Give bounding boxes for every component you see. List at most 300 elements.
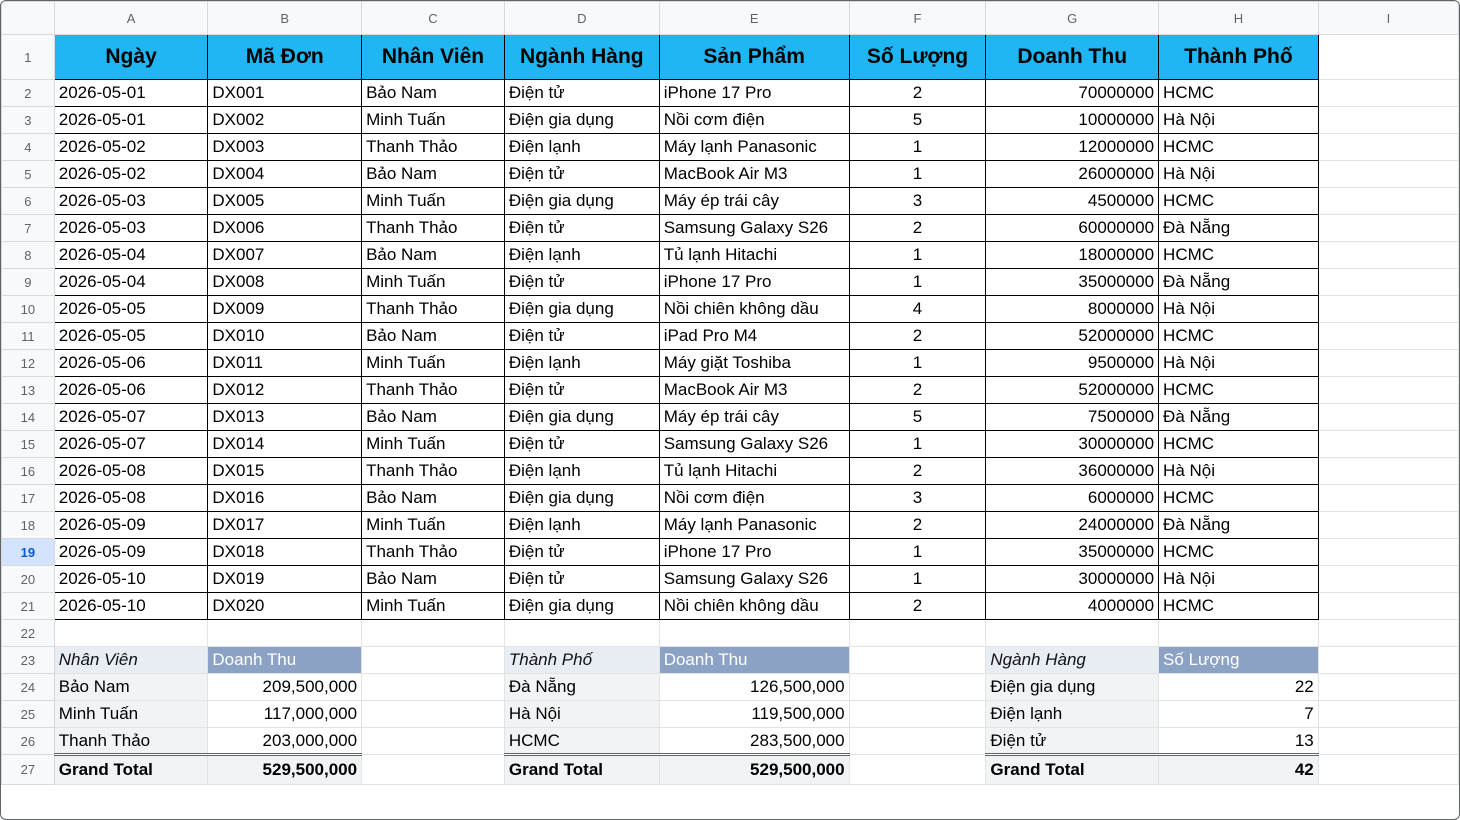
data-cell[interactable]: 2026-05-02 [54, 134, 208, 161]
cell[interactable] [1318, 269, 1458, 296]
header-cell[interactable]: Thành Phố [1159, 35, 1319, 80]
data-cell[interactable]: Đà Nẵng [1159, 269, 1319, 296]
data-cell[interactable]: HCMC [1159, 323, 1319, 350]
data-cell[interactable]: Điện gia dụng [504, 404, 659, 431]
cell[interactable] [1318, 647, 1458, 674]
data-cell[interactable]: 7500000 [986, 404, 1159, 431]
data-cell[interactable]: Tủ lạnh Hitachi [659, 458, 849, 485]
row-header-6[interactable]: 6 [2, 188, 55, 215]
data-cell[interactable]: 30000000 [986, 431, 1159, 458]
cell[interactable] [849, 620, 986, 647]
pivot-row [2, 755, 1459, 785]
data-cell[interactable]: DX012 [208, 377, 362, 404]
cell[interactable] [362, 647, 505, 674]
data-cell[interactable]: Minh Tuấn [362, 431, 505, 458]
select-all-corner[interactable] [2, 2, 55, 35]
pivot-city-row-cell[interactable]: 126,500,000 [659, 674, 849, 701]
table-row [2, 134, 1459, 161]
pivot-employee-row-cell[interactable]: Bảo Nam [54, 674, 208, 701]
data-cell[interactable]: Thanh Thảo [362, 296, 505, 323]
cell[interactable] [1318, 566, 1458, 593]
data-cell[interactable]: 2026-05-04 [54, 242, 208, 269]
data-cell[interactable]: 3 [849, 188, 986, 215]
data-cell[interactable]: 4 [849, 296, 986, 323]
pivot-employee-row-cell[interactable]: 209,500,000 [208, 674, 362, 701]
data-cell[interactable]: 2026-05-01 [54, 80, 208, 107]
data-cell[interactable]: Nồi chiên không dầu [659, 593, 849, 620]
data-cell[interactable]: 2026-05-05 [54, 296, 208, 323]
column-header-h[interactable]: H [1159, 2, 1319, 35]
pivot-employee-row-cell[interactable]: Thanh Thảo [54, 728, 208, 755]
cell[interactable] [1318, 728, 1458, 755]
row-header-17[interactable]: 17 [2, 485, 55, 512]
data-cell[interactable]: 2 [849, 323, 986, 350]
data-cell[interactable]: HCMC [1159, 593, 1319, 620]
data-cell[interactable]: 70000000 [986, 80, 1159, 107]
data-cell[interactable]: Nồi chiên không dầu [659, 296, 849, 323]
row-header-3[interactable]: 3 [2, 107, 55, 134]
row-header-14[interactable]: 14 [2, 404, 55, 431]
row-header-24[interactable]: 24 [2, 674, 55, 701]
cell[interactable] [54, 620, 208, 647]
data-cell[interactable]: Máy ép trái cây [659, 404, 849, 431]
data-cell[interactable]: Thanh Thảo [362, 458, 505, 485]
data-cell[interactable]: 26000000 [986, 161, 1159, 188]
data-cell[interactable]: 2 [849, 377, 986, 404]
data-cell[interactable]: 2 [849, 593, 986, 620]
data-cell[interactable]: 36000000 [986, 458, 1159, 485]
row-header-20[interactable]: 20 [2, 566, 55, 593]
cell[interactable] [1318, 485, 1458, 512]
cell[interactable] [1318, 35, 1458, 80]
cell[interactable] [1318, 404, 1458, 431]
row-header-21[interactable]: 21 [2, 593, 55, 620]
cell[interactable] [1318, 539, 1458, 566]
data-cell[interactable]: 2026-05-08 [54, 485, 208, 512]
cell[interactable] [1318, 377, 1458, 404]
data-cell[interactable]: HCMC [1159, 242, 1319, 269]
data-cell[interactable]: Minh Tuấn [362, 350, 505, 377]
row-header-2[interactable]: 2 [2, 80, 55, 107]
data-cell[interactable]: Điện gia dụng [504, 485, 659, 512]
pivot-city-total-cell[interactable]: 529,500,000 [659, 755, 849, 785]
data-cell[interactable]: 2026-05-10 [54, 566, 208, 593]
data-cell[interactable]: Hà Nội [1159, 566, 1319, 593]
row-header-10[interactable]: 10 [2, 296, 55, 323]
data-cell[interactable]: DX011 [208, 350, 362, 377]
data-cell[interactable]: 4000000 [986, 593, 1159, 620]
data-cell[interactable]: Minh Tuấn [362, 188, 505, 215]
data-cell[interactable]: 1 [849, 431, 986, 458]
cell[interactable] [849, 701, 986, 728]
data-cell[interactable]: 1 [849, 134, 986, 161]
data-cell[interactable]: HCMC [1159, 80, 1319, 107]
pivot-row [2, 647, 1459, 674]
pivot-employee-row-cell[interactable]: Minh Tuấn [54, 701, 208, 728]
data-cell[interactable]: Nồi cơm điện [659, 485, 849, 512]
pivot-employee-header-cell[interactable]: Nhân Viên [54, 647, 208, 674]
pivot-city-row-cell[interactable]: HCMC [504, 728, 659, 755]
cell[interactable] [1318, 80, 1458, 107]
table-row [2, 215, 1459, 242]
data-cell[interactable]: 1 [849, 269, 986, 296]
column-header-a[interactable]: A [54, 2, 208, 35]
column-header-row [2, 2, 1459, 35]
row-header-15[interactable]: 15 [2, 431, 55, 458]
cell[interactable] [849, 728, 986, 755]
data-cell[interactable]: 4500000 [986, 188, 1159, 215]
row-header-13[interactable]: 13 [2, 377, 55, 404]
data-cell[interactable]: Hà Nội [1159, 350, 1319, 377]
data-cell[interactable]: HCMC [1159, 539, 1319, 566]
data-cell[interactable]: 2 [849, 215, 986, 242]
data-cell[interactable]: DX006 [208, 215, 362, 242]
data-cell[interactable]: DX018 [208, 539, 362, 566]
row-header-1[interactable]: 1 [2, 35, 55, 80]
data-cell[interactable]: 52000000 [986, 323, 1159, 350]
spreadsheet-grid [1, 1, 1459, 785]
data-cell[interactable]: DX016 [208, 485, 362, 512]
pivot-row [2, 674, 1459, 701]
pivot-category-header-cell[interactable]: Ngành Hàng [986, 647, 1159, 674]
row-header-25[interactable]: 25 [2, 701, 55, 728]
data-cell[interactable]: 2 [849, 80, 986, 107]
cell[interactable] [1318, 674, 1458, 701]
data-cell[interactable]: 8000000 [986, 296, 1159, 323]
data-cell[interactable]: DX002 [208, 107, 362, 134]
column-header-b[interactable]: B [208, 2, 362, 35]
data-cell[interactable]: Điện tử [504, 431, 659, 458]
pivot-city-row-cell[interactable]: 283,500,000 [659, 728, 849, 755]
column-header-d[interactable]: D [504, 2, 659, 35]
row-header-8[interactable]: 8 [2, 242, 55, 269]
column-header-f[interactable]: F [849, 2, 986, 35]
data-cell[interactable]: 18000000 [986, 242, 1159, 269]
header-cell[interactable]: Ngành Hàng [504, 35, 659, 80]
pivot-employee-total-cell[interactable]: 529,500,000 [208, 755, 362, 785]
pivot-employee-total-cell[interactable]: Grand Total [54, 755, 208, 785]
cell[interactable] [849, 674, 986, 701]
data-cell[interactable]: 24000000 [986, 512, 1159, 539]
data-cell[interactable]: 2026-05-08 [54, 458, 208, 485]
cell[interactable] [362, 728, 505, 755]
cell[interactable] [362, 755, 505, 785]
data-cell[interactable]: 2026-05-09 [54, 512, 208, 539]
data-cell[interactable]: MacBook Air M3 [659, 161, 849, 188]
data-cell[interactable]: Điện lạnh [504, 512, 659, 539]
data-cell[interactable]: Đà Nẵng [1159, 404, 1319, 431]
data-cell[interactable]: 10000000 [986, 107, 1159, 134]
data-cell[interactable]: 2026-05-10 [54, 593, 208, 620]
cell[interactable] [1159, 620, 1319, 647]
data-cell[interactable]: Điện tử [504, 566, 659, 593]
data-cell[interactable]: 2026-05-07 [54, 404, 208, 431]
data-cell[interactable]: 1 [849, 350, 986, 377]
data-cell[interactable]: Thanh Thảo [362, 134, 505, 161]
data-cell[interactable]: DX003 [208, 134, 362, 161]
pivot-employee-row-cell[interactable]: 203,000,000 [208, 728, 362, 755]
data-cell[interactable]: DX019 [208, 566, 362, 593]
pivot-employee-row-cell[interactable]: 117,000,000 [208, 701, 362, 728]
data-cell[interactable]: Tủ lạnh Hitachi [659, 242, 849, 269]
data-cell[interactable]: DX007 [208, 242, 362, 269]
row-header-5[interactable]: 5 [2, 161, 55, 188]
cell[interactable] [849, 647, 986, 674]
data-cell[interactable]: HCMC [1159, 485, 1319, 512]
data-cell[interactable]: Bảo Nam [362, 161, 505, 188]
pivot-category-row-cell[interactable]: Điện tử [986, 728, 1159, 755]
data-cell[interactable]: HCMC [1159, 134, 1319, 161]
data-cell[interactable]: DX009 [208, 296, 362, 323]
header-cell[interactable]: Doanh Thu [986, 35, 1159, 80]
data-cell[interactable]: Minh Tuấn [362, 512, 505, 539]
cell[interactable] [1318, 296, 1458, 323]
data-cell[interactable]: Điện lạnh [504, 458, 659, 485]
data-cell[interactable]: 12000000 [986, 134, 1159, 161]
data-cell[interactable]: Samsung Galaxy S26 [659, 215, 849, 242]
data-cell[interactable]: Bảo Nam [362, 566, 505, 593]
table-row [2, 485, 1459, 512]
data-cell[interactable]: Hà Nội [1159, 161, 1319, 188]
cell[interactable] [1318, 215, 1458, 242]
cell[interactable] [1318, 701, 1458, 728]
data-cell[interactable]: Hà Nội [1159, 107, 1319, 134]
header-cell[interactable]: Mã Đơn [208, 35, 362, 80]
cell[interactable] [504, 620, 659, 647]
row-header-12[interactable]: 12 [2, 350, 55, 377]
column-header-g[interactable]: G [986, 2, 1159, 35]
header-cell[interactable]: Sản Phẩm [659, 35, 849, 80]
data-cell[interactable]: Samsung Galaxy S26 [659, 566, 849, 593]
cell[interactable] [1318, 350, 1458, 377]
data-cell[interactable]: Bảo Nam [362, 323, 505, 350]
data-cell[interactable]: Máy lạnh Panasonic [659, 512, 849, 539]
cell[interactable] [1318, 134, 1458, 161]
pivot-category-header-cell[interactable]: Số Lượng [1159, 647, 1319, 674]
pivot-category-row-cell[interactable]: 13 [1159, 728, 1319, 755]
table-row [2, 269, 1459, 296]
row-header-23[interactable]: 23 [2, 647, 55, 674]
data-cell[interactable]: DX015 [208, 458, 362, 485]
cell[interactable] [1318, 188, 1458, 215]
cell[interactable] [1318, 458, 1458, 485]
data-cell[interactable]: Điện tử [504, 539, 659, 566]
data-cell[interactable]: DX020 [208, 593, 362, 620]
cell[interactable] [362, 620, 505, 647]
data-cell[interactable]: Điện lạnh [504, 242, 659, 269]
pivot-city-row-cell[interactable]: Hà Nội [504, 701, 659, 728]
data-cell[interactable]: 2026-05-06 [54, 350, 208, 377]
data-cell[interactable]: 30000000 [986, 566, 1159, 593]
data-cell[interactable]: 2026-05-01 [54, 107, 208, 134]
table-row [2, 377, 1459, 404]
data-cell[interactable]: DX005 [208, 188, 362, 215]
cell[interactable] [986, 620, 1159, 647]
cell[interactable] [1318, 755, 1458, 785]
table-row [2, 431, 1459, 458]
data-cell[interactable]: Thanh Thảo [362, 377, 505, 404]
cell[interactable] [1318, 107, 1458, 134]
data-cell[interactable]: 1 [849, 566, 986, 593]
pivot-category-row-cell[interactable]: Điện lạnh [986, 701, 1159, 728]
data-cell[interactable]: Hà Nội [1159, 458, 1319, 485]
data-cell[interactable]: Điện lạnh [504, 134, 659, 161]
column-header-c[interactable]: C [362, 2, 505, 35]
cell[interactable] [1318, 593, 1458, 620]
row-header-19[interactable]: 19 [2, 539, 55, 566]
data-cell[interactable]: Điện gia dụng [504, 296, 659, 323]
data-cell[interactable]: 60000000 [986, 215, 1159, 242]
pivot-city-row-cell[interactable]: 119,500,000 [659, 701, 849, 728]
data-cell[interactable]: iPad Pro M4 [659, 323, 849, 350]
data-cell[interactable]: HCMC [1159, 188, 1319, 215]
data-cell[interactable]: 6000000 [986, 485, 1159, 512]
data-cell[interactable]: 35000000 [986, 269, 1159, 296]
data-cell[interactable]: MacBook Air M3 [659, 377, 849, 404]
table-row [2, 161, 1459, 188]
cell[interactable] [1318, 512, 1458, 539]
table-header-row [2, 35, 1459, 80]
row-header-27[interactable]: 27 [2, 755, 55, 785]
pivot-category-row-cell[interactable]: 7 [1159, 701, 1319, 728]
data-cell[interactable]: iPhone 17 Pro [659, 539, 849, 566]
data-cell[interactable]: 35000000 [986, 539, 1159, 566]
pivot-city-total-cell[interactable]: Grand Total [504, 755, 659, 785]
pivot-city-row-cell[interactable]: Đà Nẵng [504, 674, 659, 701]
data-cell[interactable]: Điện tử [504, 377, 659, 404]
data-cell[interactable]: 9500000 [986, 350, 1159, 377]
data-cell[interactable]: iPhone 17 Pro [659, 80, 849, 107]
data-cell[interactable]: Thanh Thảo [362, 215, 505, 242]
row-header-18[interactable]: 18 [2, 512, 55, 539]
data-cell[interactable]: Điện gia dụng [504, 188, 659, 215]
data-cell[interactable]: Bảo Nam [362, 404, 505, 431]
data-cell[interactable]: Điện tử [504, 80, 659, 107]
data-cell[interactable]: Bảo Nam [362, 485, 505, 512]
data-cell[interactable]: Minh Tuấn [362, 107, 505, 134]
data-cell[interactable]: 2026-05-09 [54, 539, 208, 566]
header-cell[interactable]: Ngày [54, 35, 208, 80]
table-row [2, 404, 1459, 431]
data-cell[interactable]: 2 [849, 458, 986, 485]
header-cell[interactable]: Số Lượng [849, 35, 986, 80]
cell[interactable] [208, 620, 362, 647]
pivot-category-row-cell[interactable]: 22 [1159, 674, 1319, 701]
pivot-city-header-cell[interactable]: Thành Phố [504, 647, 659, 674]
data-cell[interactable]: 5 [849, 404, 986, 431]
data-cell[interactable]: DX008 [208, 269, 362, 296]
data-cell[interactable]: Minh Tuấn [362, 593, 505, 620]
data-cell[interactable]: iPhone 17 Pro [659, 269, 849, 296]
pivot-category-total-cell[interactable]: 42 [1159, 755, 1319, 785]
data-cell[interactable]: 5 [849, 107, 986, 134]
data-cell[interactable]: Máy giặt Toshiba [659, 350, 849, 377]
column-header-e[interactable]: E [659, 2, 849, 35]
cell[interactable] [362, 674, 505, 701]
data-cell[interactable]: 2026-05-06 [54, 377, 208, 404]
data-cell[interactable]: 1 [849, 242, 986, 269]
data-cell[interactable]: Minh Tuấn [362, 269, 505, 296]
data-cell[interactable]: DX004 [208, 161, 362, 188]
cell[interactable] [1318, 431, 1458, 458]
data-cell[interactable]: 2 [849, 512, 986, 539]
data-cell[interactable]: 2026-05-03 [54, 215, 208, 242]
data-cell[interactable]: DX017 [208, 512, 362, 539]
cell[interactable] [1318, 242, 1458, 269]
data-cell[interactable]: Máy ép trái cây [659, 188, 849, 215]
row-header-11[interactable]: 11 [2, 323, 55, 350]
data-cell[interactable]: 2026-05-04 [54, 269, 208, 296]
pivot-row [2, 701, 1459, 728]
data-cell[interactable]: Điện tử [504, 215, 659, 242]
data-cell[interactable]: 2026-05-02 [54, 161, 208, 188]
data-cell[interactable]: Samsung Galaxy S26 [659, 431, 849, 458]
data-cell[interactable]: Điện gia dụng [504, 107, 659, 134]
table-row [2, 80, 1459, 107]
data-cell[interactable]: Máy lạnh Panasonic [659, 134, 849, 161]
row-header-4[interactable]: 4 [2, 134, 55, 161]
data-cell[interactable]: Điện gia dụng [504, 593, 659, 620]
pivot-category-row-cell[interactable]: Điện gia dụng [986, 674, 1159, 701]
table-row [2, 593, 1459, 620]
data-cell[interactable]: Điện lạnh [504, 350, 659, 377]
cell[interactable] [1318, 161, 1458, 188]
data-cell[interactable]: 52000000 [986, 377, 1159, 404]
cell[interactable] [362, 701, 505, 728]
cell[interactable] [659, 620, 849, 647]
data-cell[interactable]: DX014 [208, 431, 362, 458]
pivot-category-total-cell[interactable]: Grand Total [986, 755, 1159, 785]
table-row [2, 350, 1459, 377]
data-cell[interactable]: Bảo Nam [362, 242, 505, 269]
data-cell[interactable]: Nồi cơm điện [659, 107, 849, 134]
row-header-7[interactable]: 7 [2, 215, 55, 242]
data-cell[interactable]: Điện tử [504, 161, 659, 188]
column-header-i[interactable]: I [1318, 2, 1458, 35]
row-header-9[interactable]: 9 [2, 269, 55, 296]
data-cell[interactable]: DX010 [208, 323, 362, 350]
data-cell[interactable]: 3 [849, 485, 986, 512]
data-cell[interactable]: Bảo Nam [362, 80, 505, 107]
data-cell[interactable]: Thanh Thảo [362, 539, 505, 566]
header-cell[interactable]: Nhân Viên [362, 35, 505, 80]
data-cell[interactable]: 2026-05-05 [54, 323, 208, 350]
data-cell[interactable]: Hà Nội [1159, 296, 1319, 323]
data-cell[interactable]: 1 [849, 539, 986, 566]
cell[interactable] [1318, 323, 1458, 350]
data-cell[interactable]: Điện tử [504, 323, 659, 350]
data-cell[interactable]: 2026-05-03 [54, 188, 208, 215]
data-cell[interactable]: HCMC [1159, 377, 1319, 404]
table-row [2, 188, 1459, 215]
row-header-26[interactable]: 26 [2, 728, 55, 755]
data-cell[interactable]: HCMC [1159, 431, 1319, 458]
row-header-16[interactable]: 16 [2, 458, 55, 485]
data-cell[interactable]: 1 [849, 161, 986, 188]
pivot-city-header-cell[interactable]: Doanh Thu [659, 647, 849, 674]
cell[interactable] [1318, 620, 1458, 647]
data-cell[interactable]: DX001 [208, 80, 362, 107]
pivot-employee-header-cell[interactable]: Doanh Thu [208, 647, 362, 674]
cell[interactable] [849, 755, 986, 785]
data-cell[interactable]: Đà Nẵng [1159, 215, 1319, 242]
data-cell[interactable]: Điện tử [504, 269, 659, 296]
table-row [2, 539, 1459, 566]
data-cell[interactable]: DX013 [208, 404, 362, 431]
row-header-22[interactable]: 22 [2, 620, 55, 647]
data-cell[interactable]: 2026-05-07 [54, 431, 208, 458]
data-cell[interactable]: Đà Nẵng [1159, 512, 1319, 539]
